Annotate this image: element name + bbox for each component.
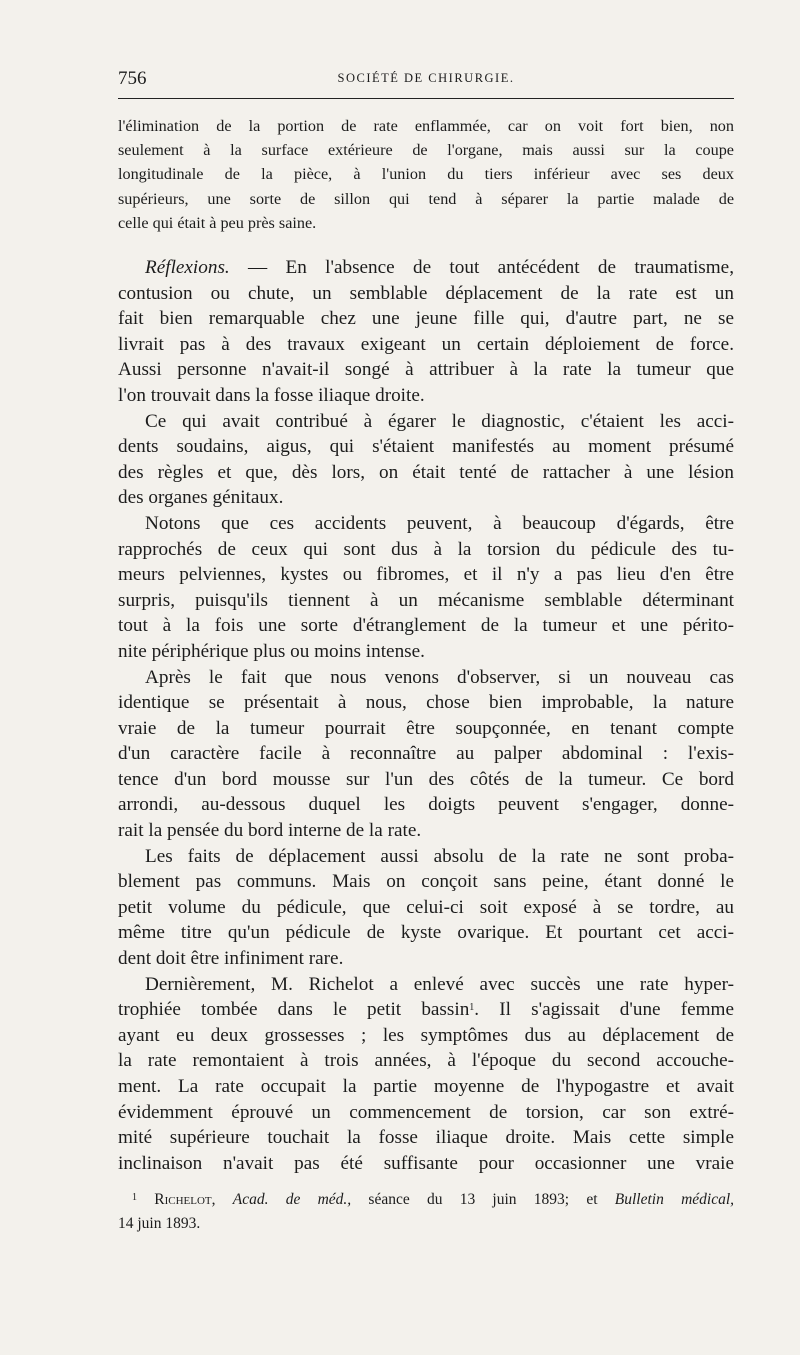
footnote-journal: Bulletin médical, (614, 1191, 734, 1208)
text-line: mité supérieure touchait la fosse iliaque droite. Mais cette simple (118, 1127, 734, 1149)
footnote-marker: 1 (132, 1192, 137, 1203)
footnote-line: 14 juin 1893. (118, 1215, 201, 1232)
footnote-line (118, 1188, 734, 1212)
text-line: dents soudains, aigus, qui s'étaient manifestés au moment présumé (118, 436, 734, 458)
text-line: contusion ou chute, un semblable déplacement de la rate est un (118, 282, 734, 304)
text-line: nite périphérique plus ou moins intense. (118, 640, 425, 662)
text-line: tence d'un bord mousse sur l'un des côtés de la tumeur. Ce bord (118, 768, 734, 790)
reflexions-section (118, 255, 734, 1176)
text-line: rapprochés de ceux qui sont dus à la torsion du pédicule des tu- (118, 538, 734, 560)
footnote-journal: Acad. de méd., (232, 1191, 352, 1208)
section-heading: Réflexions. (145, 257, 230, 278)
text-line: l'élimination de la portion de rate enflammée, car on voit fort bien, non (118, 117, 734, 135)
text-line: la rate remontaient à trois années, à l'époque du second accouche- (118, 1050, 734, 1072)
text-line: blement pas communs. Mais on conçoit sans peine, étant donné le (118, 871, 734, 893)
page-number: 756 (118, 68, 147, 89)
text-line: même titre qu'un pédicule de kyste ovarique. Et pourtant cet acci- (118, 922, 734, 944)
text-run: . Il s'agissait d'une femme (474, 999, 734, 1021)
text-line: Après le fait que nous venons d'observer, si un nouveau cas (145, 666, 734, 688)
text-line: meurs pelviennes, kystes ou fibromes, et il n'y a pas lieu d'en être (118, 564, 734, 586)
text-line: des règles et que, dès lors, on était tenté de rattacher à une lésion (118, 461, 734, 483)
text-line: arrondi, au-dessous duquel les doigts peuvent s'engager, donne- (118, 794, 734, 816)
text-line: fait bien remarquable chez une jeune fille qui, d'autre part, ne se (118, 308, 734, 330)
text-line: longitudinale de la pièce, à l'union du tiers inférieur avec ses deux (118, 165, 734, 184)
text-line: d'un caractère facile à reconnaître au palper abdominal : l'exis- (118, 743, 734, 765)
text-line: des organes génitaux. (118, 487, 284, 509)
text-line: vraie de la tumeur pourrait être soupçonnée, en tenant compte (118, 717, 734, 739)
text-line: Notons que ces accidents peuvent, à beaucoup d'égards, être (145, 512, 734, 534)
text-line: rait la pensée du bord interne de la rate. (118, 820, 422, 842)
text-line: supérieurs, une sorte de sillon qui tend à séparer la partie malade de (118, 189, 734, 208)
text-line (118, 255, 734, 281)
text-line: petit volume du pédicule, que celui-ci soit exposé à se tordre, au (118, 896, 734, 918)
running-head: SOCIÉTÉ DE CHIRURGIE. (337, 71, 515, 85)
page-header (118, 68, 734, 98)
text-line: ayant eu deux grossesses ; les symptômes dus au déplacement de (118, 1024, 734, 1046)
footnote-ref: 1 (469, 1002, 475, 1014)
header-rule (118, 98, 734, 99)
text-run: — En l'absence de tout antécédent de traumatisme, (229, 257, 734, 278)
text-line: Les faits de déplacement aussi absolu de la rate ne sont proba- (145, 845, 734, 867)
text-line: ment. La rate occupait la partie moyenne de l'hypogastre et avait (118, 1076, 734, 1097)
text-line: dent doit être infiniment rare. (118, 948, 344, 970)
footnote-text: séance du 13 juin 1893; et (351, 1191, 615, 1208)
case-report-tail (118, 114, 734, 235)
text-line: identique se présentait à nous, chose bien improbable, la nature (118, 692, 734, 714)
text-line (118, 997, 734, 1023)
text-line: l'on trouvait dans la fosse iliaque droite. (118, 384, 425, 406)
footnote (118, 1188, 734, 1236)
text-line: inclinaison n'avait pas été suffisante pour occasionner une vraie (118, 1152, 734, 1174)
text-line: Dernièrement, M. Richelot a enlevé avec succès une rate hyper- (145, 973, 734, 995)
text-line: Ce qui avait contribué à égarer le diagnostic, c'étaient les acci- (145, 410, 734, 432)
text-run: trophiée tombée dans le petit bassin (118, 999, 470, 1021)
footnote-author: Richelot, (154, 1191, 216, 1208)
text-line: évidemment éprouvé un commencement de torsion, car son extré- (118, 1101, 734, 1123)
text-line: surpris, puisqu'ils tiennent à un mécanisme semblable déterminant (118, 589, 734, 611)
text-line: celle qui était à peu près saine. (118, 213, 317, 232)
text-line: seulement à la surface extérieure de l'organe, mais aussi sur la coupe (118, 141, 734, 160)
text-line: livrait pas à des travaux exigeant un certain déploiement de force. (118, 333, 734, 355)
text-line: tout à la fois une sorte d'étranglement de la tumeur et une périto- (118, 615, 734, 637)
text-line: Aussi personne n'avait-il songé à attribuer à la rate la tumeur que (118, 359, 734, 381)
